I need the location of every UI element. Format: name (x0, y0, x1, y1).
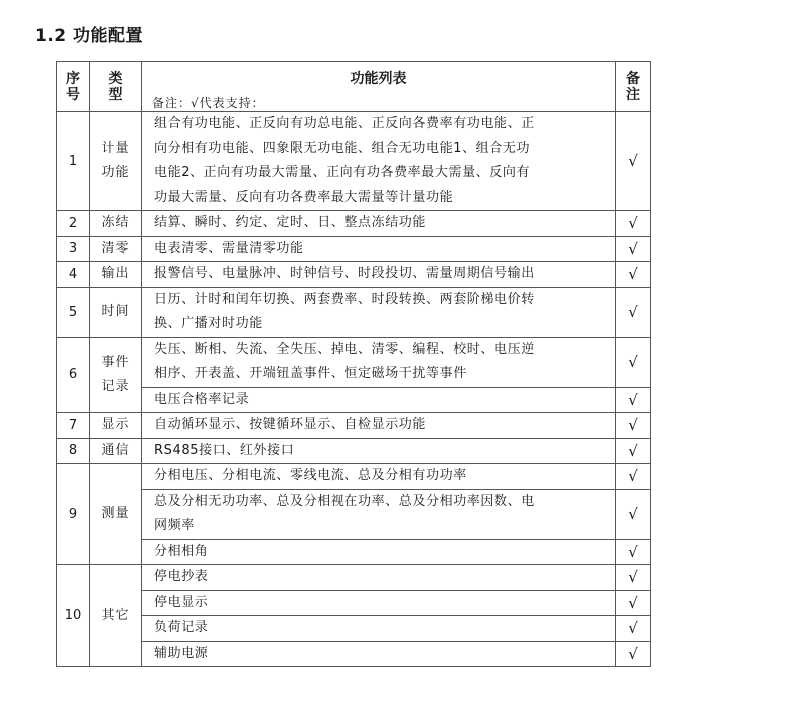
support-check-mark: √ (616, 236, 651, 262)
function-text: 功最大需量、反向有功各费率最大需量等计量功能 (154, 189, 454, 205)
row-type (90, 337, 142, 413)
function-text: 组合有功电能、正反向有功总电能、正反向各费率有功电能、正 (154, 116, 535, 131)
support-check-mark: √ (616, 616, 651, 642)
row-type-text: 显示 (101, 417, 130, 433)
row-seq: 10 (57, 565, 90, 667)
function-text: RS485接口、红外接口 (154, 442, 295, 458)
row-function (142, 616, 616, 642)
row-type-text: 功能 (101, 165, 130, 180)
function-text: 停电显示 (154, 594, 209, 610)
row-type (90, 112, 142, 211)
function-text: 分相电压、分相电流、零线电流、总及分相有功功率 (154, 468, 467, 483)
table-row (57, 641, 651, 667)
header-seq: 序 号 (57, 62, 90, 112)
support-check-mark: √ (616, 565, 651, 591)
row-type-text: 事件 (101, 354, 130, 370)
table-row (57, 211, 651, 237)
support-check-mark: √ (616, 262, 651, 288)
row-type-text: 冻结 (101, 215, 130, 231)
support-check-mark: √ (616, 112, 651, 211)
row-seq: 4 (57, 262, 90, 288)
support-check-mark: √ (616, 211, 651, 237)
support-check-mark: √ (616, 539, 651, 565)
row-seq: 3 (57, 236, 90, 262)
row-function (142, 262, 616, 288)
support-check-mark: √ (616, 489, 651, 539)
support-check-mark: √ (616, 413, 651, 439)
support-check-mark: √ (616, 287, 651, 337)
table-header-row (57, 62, 651, 112)
function-text: 辅助电源 (154, 645, 209, 661)
table-row (57, 413, 651, 439)
row-type-text: 清零 (101, 240, 130, 256)
row-function (142, 112, 616, 211)
support-check-mark: √ (616, 590, 651, 616)
function-text: 换、广播对时功能 (154, 316, 263, 331)
row-type-text: 记录 (101, 378, 130, 394)
function-text: 自动循环显示、按键循环显示、自检显示功能 (154, 417, 427, 432)
row-type-text: 时间 (101, 304, 130, 319)
function-text: 总及分相无功功率、总及分相视在功率、总及分相功率因数、电 (154, 493, 535, 509)
row-function (142, 590, 616, 616)
row-type-text: 输出 (101, 266, 130, 282)
header-note: 备 注 (616, 62, 651, 112)
row-function (142, 438, 616, 464)
function-text: 负荷记录 (154, 620, 209, 635)
table-row (57, 387, 651, 413)
table-row (57, 616, 651, 642)
table-row (57, 262, 651, 288)
row-function (142, 413, 616, 439)
header-function-note: 备注：√代表支持： (152, 96, 265, 110)
row-seq: 1 (57, 112, 90, 211)
function-text: 网频率 (154, 518, 195, 533)
support-check-mark: √ (616, 438, 651, 464)
support-check-mark: √ (616, 387, 651, 413)
row-type (90, 236, 142, 262)
table-row (57, 590, 651, 616)
row-function (142, 287, 616, 337)
row-type-text: 测量 (101, 506, 130, 521)
row-function (142, 464, 616, 490)
support-check-mark: √ (616, 337, 651, 387)
support-check-mark: √ (616, 641, 651, 667)
header-function-list (142, 62, 616, 112)
function-text: 电压合格率记录 (154, 391, 250, 407)
table-row (57, 565, 651, 591)
table-row (57, 337, 651, 387)
row-seq: 8 (57, 438, 90, 464)
row-function (142, 489, 616, 539)
header-type: 类 型 (90, 62, 142, 112)
header-function-title: 功能列表 (350, 71, 407, 87)
function-text: 相序、开表盖、开端钮盖事件、恒定磁场干扰等事件 (154, 366, 467, 381)
row-function (142, 211, 616, 237)
row-type (90, 464, 142, 565)
table-row (57, 112, 651, 211)
function-text: 日历、计时和闰年切换、两套费率、时段转换、两套阶梯电价转 (154, 291, 535, 307)
function-text: 电能2、正向有功最大需量、正向有功各费率最大需量、反向有 (154, 165, 531, 180)
table-row (57, 287, 651, 337)
row-function (142, 337, 616, 387)
row-function (142, 565, 616, 591)
row-type-text: 计量 (101, 141, 130, 156)
row-seq: 2 (57, 211, 90, 237)
function-text: 向分相有功电能、四象限无功电能、组合无功电能1、组合无功 (154, 140, 531, 156)
section-title: 1.2 功能配置 (35, 26, 144, 46)
row-type (90, 287, 142, 337)
row-seq: 9 (57, 464, 90, 565)
function-config-table (56, 61, 651, 667)
function-text: 电表清零、需量清零功能 (154, 240, 304, 256)
function-text: 报警信号、电量脉冲、时钟信号、时段投切、需量周期信号输出 (154, 266, 535, 281)
row-type (90, 211, 142, 237)
table-body (57, 112, 651, 667)
row-function (142, 387, 616, 413)
row-type-text: 其它 (101, 607, 130, 623)
function-text: 结算、瞬时、约定、定时、日、整点冻结功能 (154, 215, 427, 230)
function-text: 分相相角 (154, 543, 209, 559)
row-type (90, 438, 142, 464)
table-row (57, 489, 651, 539)
row-function (142, 236, 616, 262)
row-function (142, 539, 616, 565)
support-check-mark: √ (616, 464, 651, 490)
row-type (90, 262, 142, 288)
function-text: 失压、断相、失流、全失压、掉电、清零、编程、校时、电压逆 (154, 341, 535, 357)
row-seq: 6 (57, 337, 90, 413)
row-type-text: 通信 (101, 442, 130, 458)
row-seq: 5 (57, 287, 90, 337)
table-row (57, 464, 651, 490)
row-seq: 7 (57, 413, 90, 439)
table-row (57, 236, 651, 262)
table-row (57, 438, 651, 464)
table-row (57, 539, 651, 565)
row-type (90, 413, 142, 439)
row-function (142, 641, 616, 667)
row-type (90, 565, 142, 667)
function-text: 停电抄表 (154, 569, 209, 584)
